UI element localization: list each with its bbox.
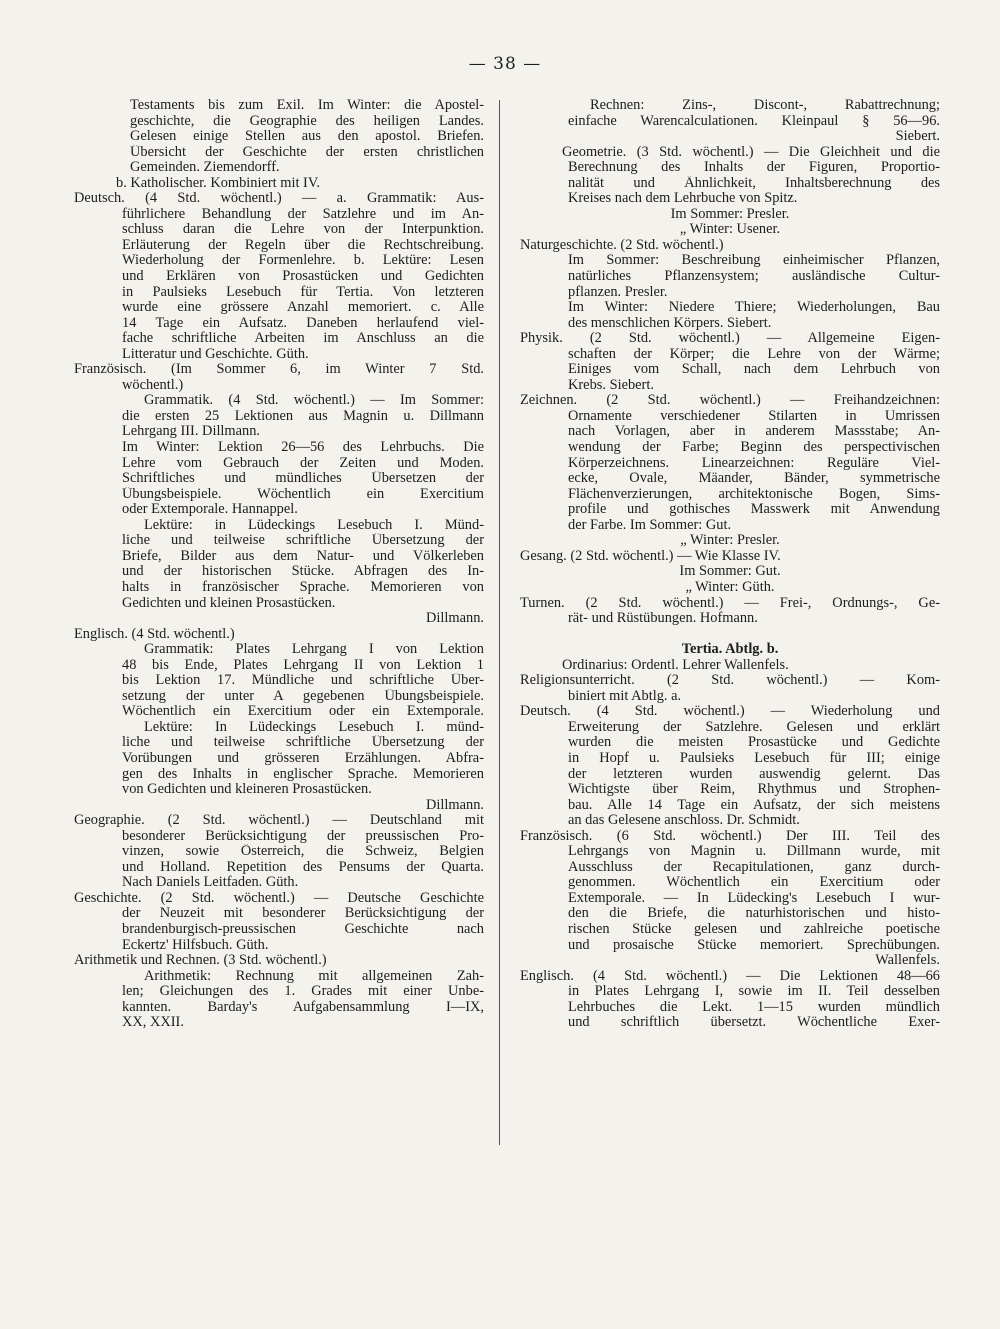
text-line: Grammatik. (4 Std. wöchentl.) — Im Sommer: [144,393,484,409]
left-column [74,98,484,1031]
text-line: wurde eine grössere Anzahl memoriert. c. Alle [122,300,484,316]
right-column [520,98,940,1031]
text-line: bau. Alle 14 Tage ein Aufsatz, der sich meistens [568,797,940,813]
text-line: nalität und Ähnlichkeit, Inhaltsberechnung des [568,175,940,191]
text-line: Geometrie. (3 Std. wöchentl.) — Die Gleichheit und die [562,144,940,160]
text-line: den die Briefe, die naturhistorischen und histo- [568,906,940,922]
text-line: halts in französischer Sprache. Memorieren von [122,579,484,595]
text-line: wendung der Farbe; Beginn des perspectivischen [568,440,940,456]
text-line: Ausschluss der Recapitulationen, ganz durch- [568,859,940,875]
text-line: Litteratur und Geschichte. Güth. [122,346,309,362]
text-line: „ Winter: Presler. [680,533,780,549]
text-line: 14 Tage ein Aufsatz. Daneben herlaufend viel- [122,315,484,331]
text-line: natürliches Pflanzensystem; ausländische Cultur- [568,269,940,285]
text-line: in Plates Lehrgang I, sowie im II. Teil desselben [568,984,940,1000]
text-line: besonderer Berücksichtigung der preussischen Pro- [122,828,484,844]
text-line: bis Lektion 17. Mündliche und schriftliche Über- [122,673,484,689]
text-line: Geschichte. (2 Std. wöchentl.) — Deutsche Geschichte [74,890,484,906]
text-line: und Erklären von Prosastücken und Gedichten [122,269,484,285]
text-line: führlichere Behandlung der Satzlehre und im An- [122,206,484,222]
text-line: Nach Daniels Leitfaden. Güth. [122,875,299,891]
text-line: 48 bis Ende, Plates Lehrgang II von Lektion 1 [122,657,484,673]
text-line: Tertia. Abtlg. b. [681,642,779,658]
text-line: Wöchentlich ein Exercitium oder ein Extemporale. [122,704,484,720]
text-line: liche und teilweise schriftliche Übersetzung der [122,533,484,549]
text-line: Lektüre: in Lüdeckings Lesebuch I. Münd- [144,517,484,533]
text-line: Im Sommer: Presler. [670,206,790,222]
text-line: Testaments bis zum Exil. Im Winter: die Apostel- [130,98,484,113]
text-line: Deutsch. (4 Std. wöchentl.) — a. Grammatik: Aus- [74,191,484,207]
text-line: wöchentl.) [122,377,184,393]
text-line: Gesang. (2 Std. wöchentl.) — Wie Klasse IV. [520,548,781,564]
text-line: Ornamente verschiedener Stilarten in Umrissen [568,408,940,424]
text-line: Erweiterung der Satzlehre. Gelesen und erklärt [568,719,940,735]
text-line: Grammatik: Plates Lehrgang I von Lektion [144,642,484,658]
text-line: Englisch. (4 Std. wöchentl.) [74,626,235,642]
text-line: und der historischen Stücke. Abfragen des In- [122,564,484,580]
text-line: Kreises nach dem Lehrbuche von Spitz. [568,191,798,207]
text-line: Turnen. (2 Std. wöchentl.) — Frei-, Ordnungs-, Ge- [520,595,940,611]
text-line: in Paulsieks Lesebuch für Tertia. Von letzteren [122,284,484,300]
text-line: wurden die meisten Prosastücke und Gedichte [568,735,940,751]
text-line: Gedichten und kleinen Prosastücken. [122,595,336,611]
text-line: und prosaische Stücke memoriert. Sprechübungen. [568,937,940,953]
text-line: Naturgeschichte. (2 Std. wöchentl.) [520,237,724,253]
text-line: einfache Warencalculationen. Kleinpaul § 56—96. [568,113,940,129]
text-line: „ Winter: Usener. [679,222,781,238]
text-line: Religionsunterricht. (2 Std. wöchentl.) — Kom- [520,673,940,689]
text-line: der Farbe. Im Sommer: Gut. [568,517,732,533]
page-number: — 38 — [468,54,542,74]
text-line: Französisch. (6 Std. wöchentl.) Der III. Teil des [520,828,940,844]
text-line: rischen Stücke gelesen und zahlreiche poetische [568,921,940,937]
text-line: Geographie. (2 Std. wöchentl.) — Deutschland mit [74,813,484,829]
text-line: kannten. Barday's Aufgabensammlung I—IX, [122,999,484,1015]
text-line: Flächenverzierungen, architektonische Bogen, Sims- [568,486,940,502]
text-line: Dillmann. [426,797,484,813]
text-line: rät- und Rüstübungen. Hofmann. [568,611,758,627]
text-line: Deutsch. (4 Std. wöchentl.) — Wiederholung und [520,704,940,720]
text-line: geschichte, die Geographie des heiligen Landes. [130,113,484,129]
text-line: genommen. Wöchentlich ein Exercitium oder [568,875,940,891]
text-line: Im Sommer: Beschreibung einheimischer Pflanzen, [568,253,940,269]
text-line: von Gedichten und kleineren Prosastücken. [122,782,372,798]
text-line: Lehrgang III. Dillmann. [122,424,261,440]
text-line: Gemeinden. Ziemendorff. [130,160,280,176]
text-line: Arithmetik: Rechnung mit allgemeinen Zah- [144,968,484,984]
text-line: b. Katholischer. Kombiniert mit IV. [116,175,320,191]
text-line: profile und gothisches Masswerk mit Anwendung [568,502,940,518]
text-line: Übersicht der Geschichte der ersten christlichen [130,144,484,160]
text-line: der letzteren wurden auswendig gelernt. Das [568,766,940,782]
text-line: Lehrbuches die Lekt. 1—15 wurden mündlich [568,999,940,1015]
text-line: Übungsbeispiele. Wöchentlich ein Exercitium [122,486,484,502]
text-line: schluss daran die Lehre von der Interpunktion. [122,222,484,238]
text-line: Krebs. Siebert. [568,377,654,393]
text-line: Lehre vom Gebrauch der Zeiten und Moden. [122,455,484,471]
text-line: pflanzen. Presler. [568,284,668,300]
text-line: Lektüre: In Lüdeckings Lesebuch I. münd- [144,719,484,735]
text-line: und Holland. Repetition des Pensums der Quarta. [122,859,484,875]
text-line: ecke, Ovale, Mäander, Bänder, symmetrische [568,471,940,487]
text-line: Schriftliches und mündliches Übersetzen der [122,471,484,487]
text-line: Zeichnen. (2 Std. wöchentl.) — Freihandzeichnen: [520,393,940,409]
text-line: Französisch. (Im Sommer 6, im Winter 7 Std. [74,362,484,378]
text-line: Lehrgangs von Magnin u. Dillmann wurde, mit [568,844,940,860]
text-line: „ Winter: Güth. [685,579,775,595]
text-line: Physik. (2 Std. wöchentl.) — Allgemeine Eigen- [520,331,940,347]
text-line: in Hopf u. Paulsieks Lesebuch für III; einige [568,750,940,766]
text-line: Ordinarius: Ordentl. Lehrer Wallenfels. [562,657,789,673]
text-line: Körperzeichnens. Linearzeichnen: Reguläre Viel- [568,455,940,471]
column-divider [499,100,500,1145]
text-line: Wiederholung der Formenlehre. b. Lektüre: Lesen [122,253,484,269]
text-line: vinzen, sowie Österreich, die Schweiz, Belgien [122,844,484,860]
text-line: und schriftlich übersetzt. Wöchentliche Exer- [568,1015,940,1031]
text-line: an das Gelesene anschloss. Dr. Schmidt. [568,813,800,829]
text-line: Wichtigste über Reim, Rhythmus und Strophen- [568,782,940,798]
text-line: len; Gleichungen des 1. Grades mit einer Unbe- [122,984,484,1000]
text-line: setzung der unter A gegebenen Übungsbeispiele. [122,688,484,704]
text-line: Extemporale. — In Lüdecking's Lesebuch I wur- [568,890,940,906]
text-line: liche und teilweise schriftliche Übersetzung der [122,735,484,751]
text-line: Im Winter: Niedere Thiere; Wiederholungen, Bau [568,300,940,316]
text-line: Rechnen: Zins-, Discont-, Rabattrechnung; [590,98,940,113]
text-line: Englisch. (4 Std. wöchentl.) — Die Lektionen 48—66 [520,968,940,984]
text-line: Siebert. [895,129,940,145]
text-line: schaften der Körper; die Lehre von der Wärme; [568,346,940,362]
text-line: Im Sommer: Gut. [679,564,781,580]
text-line: Briefe, Bilder aus dem Natur- und Völkerleben [122,548,484,564]
text-line: XX, XXII. [122,1015,184,1031]
text-line: Arithmetik und Rechnen. (3 Std. wöchentl.) [74,953,327,969]
text-line: Berechnung des Inhalts der Figuren, Proportio- [568,160,940,176]
text-line: Dillmann. [426,611,484,627]
text-line [520,627,940,643]
text-line: biniert mit Abtlg. a. [568,688,682,704]
text-line: gen des Inhalts in englischer Sprache. Memorieren [122,766,484,782]
text-line: brandenburgisch-preussischen Geschichte nach [122,921,484,937]
text-line: Einiges vom Schall, nach dem Lehrbuch von [568,362,940,378]
text-line: Vorübungen und grösseren Erzählungen. Abfra- [122,750,484,766]
text-line: nach Vorlagen, aber in anderem Massstabe; An- [568,424,940,440]
text-line: des menschlichen Körpers. Siebert. [568,315,772,331]
text-line: Eckertz' Hilfsbuch. Güth. [122,937,269,953]
text-line: Wallenfels. [875,953,940,969]
text-line: der Neuzeit mit besonderer Berücksichtigung der [122,906,484,922]
text-line: Im Winter: Lektion 26—56 des Lehrbuchs. Die [122,440,484,456]
text-line: oder Extemporale. Hannappel. [122,502,298,518]
text-line: die ersten 25 Lektionen aus Magnin u. Dillmann [122,408,484,424]
text-line: Gelesen einige Stellen aus den apostol. Briefen. [130,129,484,145]
text-line: Erläuterung der Regeln über die Rechtschreibung. [122,237,484,253]
text-line: fache schriftliche Arbeiten im Anschluss an die [122,331,484,347]
